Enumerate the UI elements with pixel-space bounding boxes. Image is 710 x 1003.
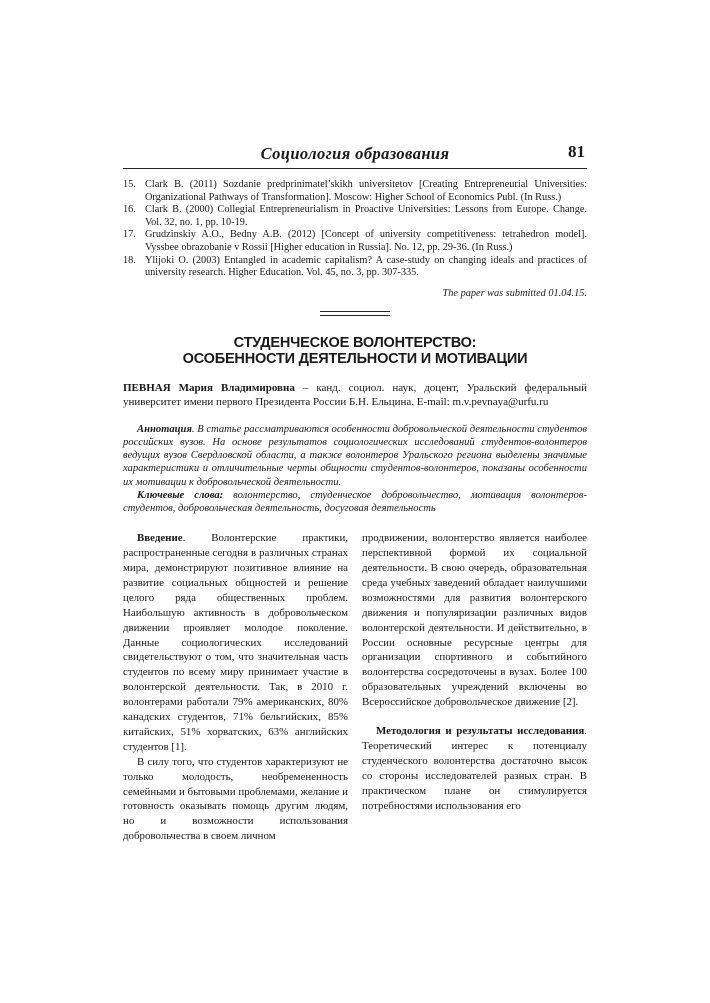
submission-date: The paper was submitted 01.04.15. (442, 287, 587, 299)
reference-text: Clark B. (2011) Sozdanie predprinimatel’skikh universitetov [Creating Entrepreneurial Universities: Organizational Pathways of Transformation]. Moscow: Higher School of Economics Publ. (In Russ.) (145, 179, 587, 203)
keywords (123, 489, 587, 515)
author-name: ПЕВНАЯ Мария Владимировна (123, 381, 295, 394)
journal-title: Социология образования (260, 144, 450, 163)
reference-text: Ylijoki O. (2003) Entangled in academic capitalism? A case-study on changing ideals and practices of university research. Higher Education. Vol. 45, no. 3, pp. 307-335. (145, 254, 587, 279)
abstract-text: . В статье рассматриваются особенности добровольческой деятельности студентов российских вузов. На основе результатов социологических исследований студентов-волонтеров ведущих вузов Свердловской области, а также волонтеров Уральского региона выделены значимые характеристики и отличительные черты общности студентов-волонтеров, показаны особенности их мотивации к добровольческой деятельности. (123, 423, 587, 488)
section-divider (320, 311, 390, 319)
running-header (123, 140, 587, 169)
paragraph-text: . Теоретический интерес к потенциалу студенческого волонтерства достаточно высок со стороны исследователей разных стран. В практическом плане он стимулируется потребностями использования его (362, 725, 587, 812)
keywords-text: волонтерство, студенческое добровольчество, мотивация волонтеров-студентов, добровольческая деятельность, досуговая деятельность (123, 489, 587, 514)
abstract (123, 423, 587, 489)
keywords-label: Ключевые слова: (137, 489, 224, 501)
paragraph-text: . Волонтерские практики, распространенные сегодня в различных странах мира, демонстрируют позитивное влияние на развитие социальных общностей и решение целого ряда общественных проблем. Наибольшую активность в добровольческом движении проявляет молодое поколение. Данные социологических исследований свидетельствуют о том, что значительная часть студентов по всему миру принимает участие в волонтерской деятельности. Так, в 2010 г. волонтерами работали 79% американских, 80% канадских студентов, 71% бельгийских, 85% китайских, 51% хорватских, 63% английских студентов [1]. (123, 532, 348, 753)
author-affiliation: – канд. социол. наук, доцент, Уральский федеральный университет имени первого Президента России Б.Н. Ельцина. E-mail: m.v.pevnaya@urfu.ru (123, 381, 587, 408)
left-column (123, 531, 348, 844)
reference-list (123, 179, 587, 280)
right-column (362, 531, 587, 844)
article-title (123, 335, 587, 367)
reference-number: 15. (123, 179, 136, 190)
body-columns (123, 531, 587, 844)
author-info (123, 381, 587, 409)
journal-page (123, 140, 587, 844)
article-title-line: ОСОБЕННОСТИ ДЕЯТЕЛЬНОСТИ И МОТИВАЦИИ (182, 350, 528, 367)
section-lead: Методология и результаты исследования (376, 725, 585, 738)
paragraph (362, 724, 587, 813)
reference-item (123, 229, 587, 254)
reference-number: 16. (123, 204, 136, 216)
reference-text: Grudzinskiy A.O., Bedny A.B. (2012) [Concept of university competitiveness: tetrahedron model]. Vyssbee obrazobanie v Rossii [Higher education in Russia]. No. 12, pp. 29-36. (In Russ.) (145, 229, 587, 253)
reference-item (123, 204, 587, 229)
abstract-label: Аннотация (137, 423, 192, 435)
reference-number: 17. (123, 229, 136, 241)
article-title-line: СТУДЕНЧЕСКОЕ ВОЛОНТЕРСТВО: (233, 334, 477, 351)
reference-number: 18. (123, 254, 136, 266)
reference-item (123, 179, 587, 204)
section-lead: Введение (137, 532, 183, 545)
paragraph: продвижении, волонтерство является наиболее перспективной формой их социальной деятельности. В свою очередь, образовательная среда учебных заведений обладает наилучшими возможностями для развития волонтерского движения и популяризации различных видов волонтерской деятельности. И действительно, в России основные ресурсные центры для организации спортивного и событийного волонтерства сосредоточены в вузах. Более 100 образовательных учреждений включены во Всероссийское добровольческое движение [2]. (362, 532, 587, 709)
page-number: 81 (568, 142, 585, 161)
reference-item (123, 255, 587, 280)
reference-text: Clark B. (2000) Collegial Entrepreneurialism in Proactive Universities: Lessons from Europe. Change. Vol. 32, no. 1, pp. 10-19. (145, 204, 587, 228)
paragraph: В силу того, что студентов характеризуют не только молодость, необремененность семейными и бытовыми проблемами, желание и готовность оказывать помощь другим людям, но и возможности использования добровольчества в своем личном (123, 755, 348, 843)
paragraph (123, 531, 348, 755)
